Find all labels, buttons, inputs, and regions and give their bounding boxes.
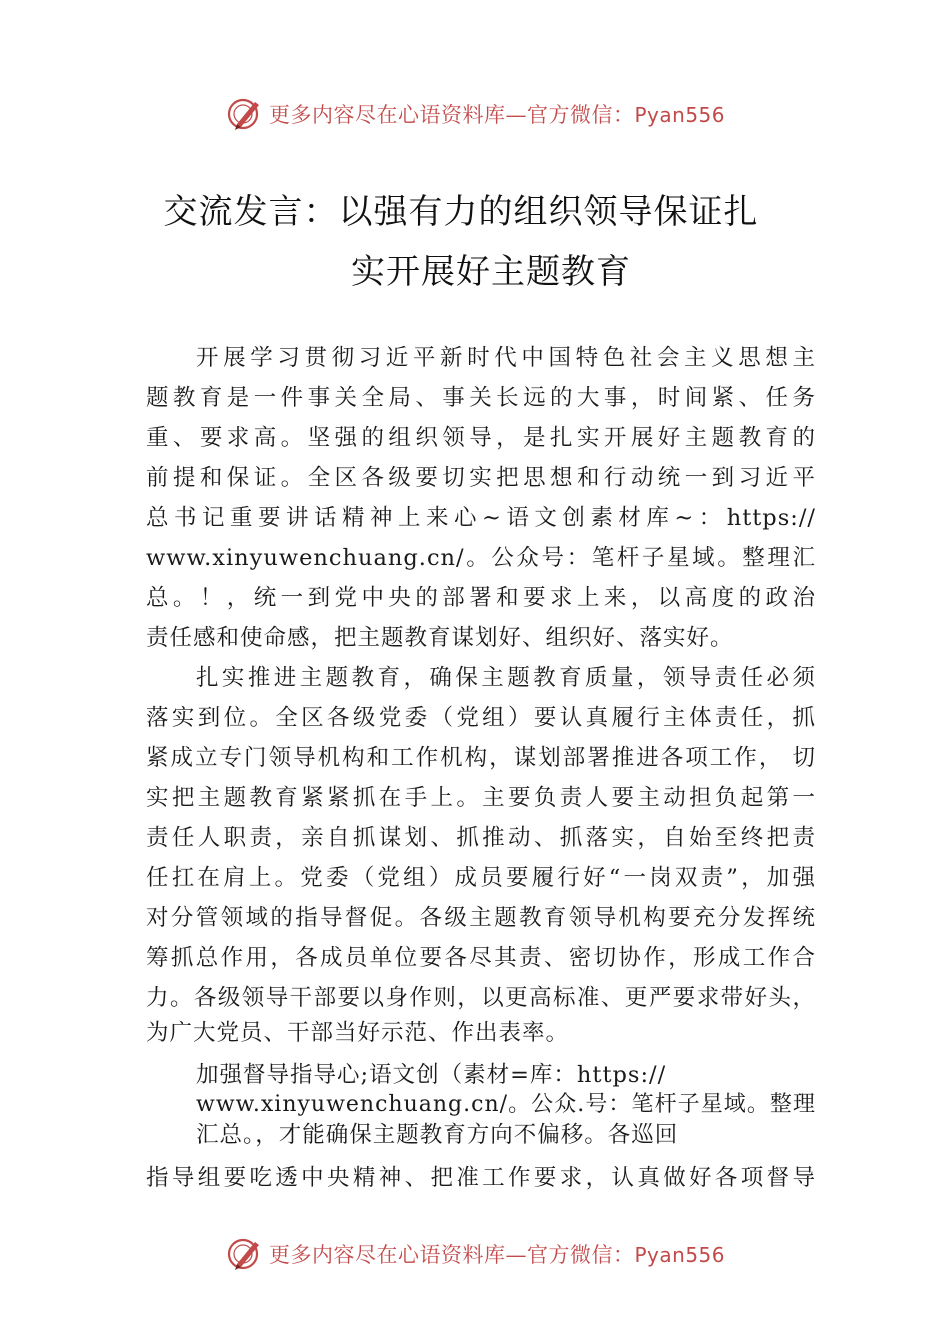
body-line: 指导组要吃透中央精神、把准工作要求，认真做好各项督导	[146, 1165, 816, 1191]
body-line: 总书记重要讲话精神上来心~语文创素材库~：https://	[146, 505, 816, 531]
body-line: 为广大党员、干部当好示范、作出表率。	[146, 1020, 570, 1046]
document-title-line-2: 实开展好主题教育	[351, 252, 631, 292]
body-line: 总。！，统一到党中央的部署和要求上来，以高度的政治	[146, 585, 816, 611]
pen-logo-icon	[225, 94, 265, 134]
body-line: 力。各级领导干部要以身作则，以更高标准、更严要求带好头，	[146, 985, 816, 1011]
footer-banner	[0, 1232, 950, 1276]
body-line: 对分管领域的指导督促。各级主题教育领导机构要充分发挥统	[146, 905, 816, 931]
header-banner	[0, 92, 950, 136]
body-line: 筹抓总作用，各成员单位要各尽其责、密切协作，形成工作合	[146, 945, 816, 971]
body-line: 重、要求高。坚强的组织领导，是扎实开展好主题教育的	[146, 425, 816, 451]
body-line: 汇总。，才能确保主题教育方向不偏移。各巡回	[196, 1122, 679, 1148]
footer-banner-text: 更多内容尽在心语资料库—官方微信：Pyan556	[268, 1243, 725, 1267]
body-line: 责任人职责，亲自抓谋划、抓推动、抓落实，自始至终把责	[146, 825, 816, 851]
body-line: 任扛在肩上。党委（党组）成员要履行好“一岗双责”，加强	[146, 865, 816, 891]
body-line: 落实到位。全区各级党委（党组）要认真履行主体责任，抓	[146, 705, 816, 731]
body-line: 题教育是一件事关全局、事关长远的大事，时间紧、任务	[146, 385, 816, 411]
body-line: 紧成立专门领导机构和工作机构，谋划部署推进各项工作， 切	[146, 745, 816, 771]
body-line: 加强督导指导心;语文创（素材=库：https://	[196, 1062, 667, 1088]
header-banner-text: 更多内容尽在心语资料库—官方微信：Pyan556	[268, 103, 725, 127]
body-line: 开展学习贯彻习近平新时代中国特色社会主义思想主	[196, 345, 816, 371]
body-line: 前提和保证。全区各级要切实把思想和行动统一到习近平	[146, 465, 816, 491]
body-line: 责任感和使命感，把主题教育谋划好、组织好、落实好。	[146, 625, 734, 651]
document-title-line-1: 交流发言：以强有力的组织领导保证扎	[163, 192, 759, 232]
body-line: 扎实推进主题教育，确保主题教育质量，领导责任必须	[196, 665, 816, 691]
body-line: www.xinyuwenchuang.cn/。公众号：笔杆子星域。整理汇	[146, 545, 816, 571]
pen-logo-icon	[225, 1234, 265, 1274]
body-line: www.xinyuwenchuang.cn/。公众.号：笔杆子星域。整理	[196, 1092, 816, 1117]
body-line: 实把主题教育紧紧抓在手上。主要负责人要主动担负起第一	[146, 785, 816, 811]
